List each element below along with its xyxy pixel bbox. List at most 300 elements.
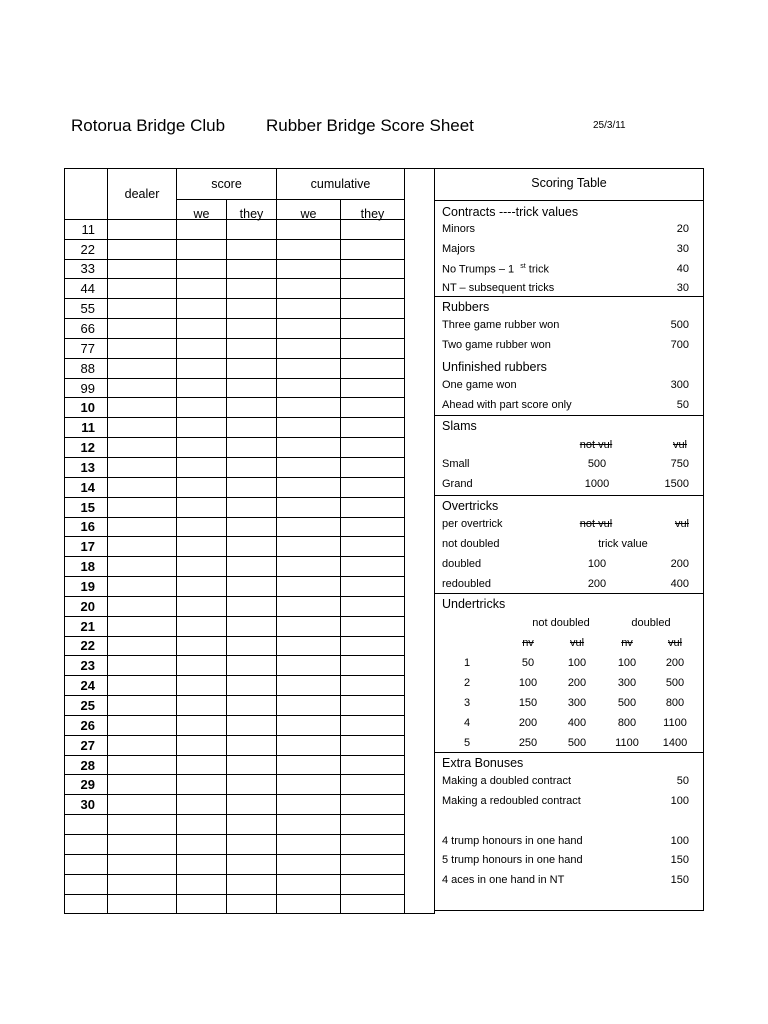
score-we-cell[interactable] xyxy=(177,795,227,815)
hand-number: 55 xyxy=(65,299,108,319)
cumulative-we-cell[interactable] xyxy=(277,438,341,458)
cumulative-we-cell[interactable] xyxy=(277,477,341,497)
score-we-cell[interactable] xyxy=(177,735,227,755)
cumulative-they-cell[interactable] xyxy=(341,239,405,259)
cumulative-we-cell[interactable] xyxy=(277,696,341,716)
undertricks-value: 500 xyxy=(617,697,637,709)
cumulative-they-cell[interactable] xyxy=(341,418,405,438)
hand-number xyxy=(65,874,108,894)
dealer-header: dealer xyxy=(108,169,177,220)
undertricks-value: 1400 xyxy=(662,737,688,749)
bonus-row: Making a redoubled contract 100 xyxy=(442,795,689,807)
hand-number: 17 xyxy=(65,537,108,557)
cumulative-they-cell[interactable] xyxy=(341,537,405,557)
score-we-cell[interactable] xyxy=(177,517,227,537)
dealer-cell[interactable] xyxy=(108,874,177,894)
cumulative-they-cell[interactable] xyxy=(341,279,405,299)
cumulative-they-cell[interactable] xyxy=(341,299,405,319)
dealer-cell[interactable] xyxy=(108,358,177,378)
dealer-cell[interactable] xyxy=(108,299,177,319)
unfinished-row: Ahead with part score only 50 xyxy=(442,399,689,411)
score-we-cell[interactable] xyxy=(177,775,227,795)
dealer-cell[interactable] xyxy=(108,557,177,577)
hand-number: 11 xyxy=(65,418,108,438)
dealer-cell[interactable] xyxy=(108,775,177,795)
unfinished-row: One game won 300 xyxy=(442,379,689,391)
score-row xyxy=(65,358,435,378)
dealer-cell[interactable] xyxy=(108,715,177,735)
dealer-cell[interactable] xyxy=(108,815,177,835)
dealer-cell[interactable] xyxy=(108,676,177,696)
cumulative-they-cell[interactable] xyxy=(341,577,405,597)
score-we-header: we xyxy=(177,200,227,220)
undertricks-section xyxy=(435,593,703,752)
score-they-cell[interactable] xyxy=(227,676,277,696)
score-we-cell[interactable] xyxy=(177,358,227,378)
score-they-cell[interactable] xyxy=(227,715,277,735)
contracts-row: Minors 20 xyxy=(442,223,689,235)
cumulative-we-header: we xyxy=(277,200,341,220)
overtricks-heading: Overtricks xyxy=(442,499,499,513)
undertricks-value: 100 xyxy=(617,657,637,669)
cumulative-we-cell[interactable] xyxy=(277,815,341,835)
score-we-cell[interactable] xyxy=(177,259,227,279)
undertricks-value: 500 xyxy=(567,737,587,749)
rubbers-section xyxy=(435,296,703,415)
score-they-cell[interactable] xyxy=(227,835,277,855)
score-we-cell[interactable] xyxy=(177,219,227,239)
score-they-cell[interactable] xyxy=(227,239,277,259)
cumulative-we-cell[interactable] xyxy=(277,715,341,735)
cumulative-they-cell[interactable] xyxy=(341,596,405,616)
undertricks-value: 800 xyxy=(665,697,685,709)
hand-number: 26 xyxy=(65,715,108,735)
sheet-title: Rubber Bridge Score Sheet xyxy=(266,116,474,135)
score-they-cell[interactable] xyxy=(227,874,277,894)
cumulative-we-cell[interactable] xyxy=(277,656,341,676)
cumulative-they-cell[interactable] xyxy=(341,497,405,517)
rubbers-row: Three game rubber won 500 xyxy=(442,319,689,331)
cumulative-they-cell[interactable] xyxy=(341,378,405,398)
dealer-cell[interactable] xyxy=(108,795,177,815)
rubbers-heading: Rubbers xyxy=(442,300,490,314)
dealer-cell[interactable] xyxy=(108,319,177,339)
slams-vul-header: vul xyxy=(672,439,687,451)
score-we-cell[interactable] xyxy=(177,239,227,259)
cumulative-we-cell[interactable] xyxy=(277,378,341,398)
hand-number: 77 xyxy=(65,338,108,358)
score-they-cell[interactable] xyxy=(227,517,277,537)
hand-number xyxy=(65,894,108,914)
score-row xyxy=(65,835,435,855)
undertricks-doubled-header: doubled xyxy=(631,617,671,629)
undertricks-count: 5 xyxy=(463,737,471,749)
cumulative-we-cell[interactable] xyxy=(277,854,341,874)
dealer-cell[interactable] xyxy=(108,854,177,874)
score-we-cell[interactable] xyxy=(177,279,227,299)
cumulative-they-cell[interactable] xyxy=(341,696,405,716)
cumulative-header: cumulative xyxy=(277,169,405,200)
undertricks-nv-header: nv xyxy=(522,637,534,649)
dealer-cell[interactable] xyxy=(108,338,177,358)
score-they-cell[interactable] xyxy=(227,656,277,676)
score-they-cell[interactable] xyxy=(227,378,277,398)
score-they-cell[interactable] xyxy=(227,854,277,874)
cumulative-they-cell[interactable] xyxy=(341,338,405,358)
hand-number: 22 xyxy=(65,239,108,259)
score-row xyxy=(65,577,435,597)
hand-number: 10 xyxy=(65,398,108,418)
score-they-cell[interactable] xyxy=(227,616,277,636)
contracts-row: No Trumps – 1 $^{st}$ trick 40 xyxy=(442,263,689,276)
contracts-section xyxy=(435,200,703,295)
score-they-cell[interactable] xyxy=(227,636,277,656)
score-row xyxy=(65,398,435,418)
score-we-cell[interactable] xyxy=(177,696,227,716)
dealer-cell[interactable] xyxy=(108,636,177,656)
score-they-cell[interactable] xyxy=(227,894,277,914)
cumulative-they-cell[interactable] xyxy=(341,319,405,339)
cumulative-we-cell[interactable] xyxy=(277,279,341,299)
cumulative-we-cell[interactable] xyxy=(277,497,341,517)
scoring-table xyxy=(434,168,704,911)
cumulative-we-cell[interactable] xyxy=(277,537,341,557)
score-they-cell[interactable] xyxy=(227,596,277,616)
cumulative-we-cell[interactable] xyxy=(277,636,341,656)
undertricks-not-doubled-header: not doubled xyxy=(532,617,590,629)
score-they-cell[interactable] xyxy=(227,795,277,815)
score-row xyxy=(65,775,435,795)
score-we-cell[interactable] xyxy=(177,577,227,597)
dealer-cell[interactable] xyxy=(108,378,177,398)
score-we-cell[interactable] xyxy=(177,319,227,339)
hand-number: 18 xyxy=(65,557,108,577)
cumulative-we-cell[interactable] xyxy=(277,894,341,914)
undertricks-value: 100 xyxy=(518,677,538,689)
score-we-cell[interactable] xyxy=(177,874,227,894)
cumulative-we-cell[interactable] xyxy=(277,219,341,239)
cumulative-they-cell[interactable] xyxy=(341,616,405,636)
score-we-cell[interactable] xyxy=(177,398,227,418)
score-we-cell[interactable] xyxy=(177,755,227,775)
undertricks-value: 800 xyxy=(617,717,637,729)
unfinished-heading: Unfinished rubbers xyxy=(442,360,547,374)
hand-number: 28 xyxy=(65,755,108,775)
cumulative-they-cell[interactable] xyxy=(341,259,405,279)
overtricks-redoubled-row: redoubled 400 xyxy=(442,578,689,590)
score-they-cell[interactable] xyxy=(227,398,277,418)
score-they-cell[interactable] xyxy=(227,557,277,577)
score-we-cell[interactable] xyxy=(177,616,227,636)
undertricks-dbl-vul-header: vul xyxy=(667,637,683,649)
score-they-cell[interactable] xyxy=(227,279,277,299)
score-row xyxy=(65,239,435,259)
hand-number: 25 xyxy=(65,696,108,716)
slams-not-vul-header: not vul xyxy=(579,439,613,451)
hand-number: 44 xyxy=(65,279,108,299)
undertricks-value: 150 xyxy=(518,697,538,709)
undertricks-count: 3 xyxy=(463,697,471,709)
score-row xyxy=(65,616,435,636)
slams-grand-nv: 1000 xyxy=(584,478,610,490)
score-row xyxy=(65,696,435,716)
dealer-cell[interactable] xyxy=(108,656,177,676)
dealer-cell[interactable] xyxy=(108,616,177,636)
score-we-cell[interactable] xyxy=(177,537,227,557)
hand-number: 21 xyxy=(65,616,108,636)
score-they-cell[interactable] xyxy=(227,457,277,477)
undertricks-value: 200 xyxy=(518,717,538,729)
dealer-cell[interactable] xyxy=(108,279,177,299)
score-they-cell[interactable] xyxy=(227,438,277,458)
score-they-cell[interactable] xyxy=(227,259,277,279)
cumulative-they-cell[interactable] xyxy=(341,894,405,914)
hand-number: 14 xyxy=(65,477,108,497)
cumulative-we-cell[interactable] xyxy=(277,676,341,696)
score-we-cell[interactable] xyxy=(177,557,227,577)
score-we-cell[interactable] xyxy=(177,636,227,656)
score-row xyxy=(65,795,435,815)
score-we-cell[interactable] xyxy=(177,676,227,696)
undertricks-value: 50 xyxy=(521,657,535,669)
score-row xyxy=(65,715,435,735)
score-they-cell[interactable] xyxy=(227,815,277,835)
dealer-cell[interactable] xyxy=(108,477,177,497)
hand-number: 13 xyxy=(65,457,108,477)
score-row xyxy=(65,755,435,775)
score-we-cell[interactable] xyxy=(177,854,227,874)
hand-number xyxy=(65,815,108,835)
dealer-cell[interactable] xyxy=(108,219,177,239)
dealer-cell[interactable] xyxy=(108,418,177,438)
score-they-cell[interactable] xyxy=(227,358,277,378)
cumulative-we-cell[interactable] xyxy=(277,398,341,418)
rubbers-row: Two game rubber won 700 xyxy=(442,339,689,351)
score-we-cell[interactable] xyxy=(177,815,227,835)
cumulative-they-cell[interactable] xyxy=(341,457,405,477)
dealer-cell[interactable] xyxy=(108,259,177,279)
overtricks-redoubled-nv: 200 xyxy=(587,578,607,590)
score-they-cell[interactable] xyxy=(227,219,277,239)
cumulative-they-cell[interactable] xyxy=(341,815,405,835)
score-they-cell[interactable] xyxy=(227,696,277,716)
cumulative-they-cell[interactable] xyxy=(341,656,405,676)
hand-number: 19 xyxy=(65,577,108,597)
score-row xyxy=(65,557,435,577)
score-they-cell[interactable] xyxy=(227,577,277,597)
score-row xyxy=(65,319,435,339)
header-blank xyxy=(65,169,108,220)
cumulative-we-cell[interactable] xyxy=(277,457,341,477)
undertricks-count: 2 xyxy=(463,677,471,689)
score-we-cell[interactable] xyxy=(177,457,227,477)
slams-small-nv: 500 xyxy=(587,458,607,470)
cumulative-they-header: they xyxy=(341,200,405,220)
score-we-cell[interactable] xyxy=(177,894,227,914)
score-row xyxy=(65,815,435,835)
dealer-cell[interactable] xyxy=(108,735,177,755)
undertricks-value: 1100 xyxy=(615,737,639,749)
cumulative-we-cell[interactable] xyxy=(277,735,341,755)
score-we-cell[interactable] xyxy=(177,596,227,616)
score-they-cell[interactable] xyxy=(227,735,277,755)
cumulative-we-cell[interactable] xyxy=(277,338,341,358)
score-they-cell[interactable] xyxy=(227,755,277,775)
dealer-cell[interactable] xyxy=(108,239,177,259)
hand-number: 24 xyxy=(65,676,108,696)
score-they-cell[interactable] xyxy=(227,537,277,557)
score-we-cell[interactable] xyxy=(177,299,227,319)
score-row xyxy=(65,338,435,358)
score-we-cell[interactable] xyxy=(177,835,227,855)
undertricks-value: 100 xyxy=(567,657,587,669)
cumulative-we-cell[interactable] xyxy=(277,616,341,636)
score-we-cell[interactable] xyxy=(177,438,227,458)
undertricks-vul-header: vul xyxy=(569,637,585,649)
cumulative-they-cell[interactable] xyxy=(341,636,405,656)
score-they-header: they xyxy=(227,200,277,220)
dealer-cell[interactable] xyxy=(108,457,177,477)
score-row xyxy=(65,656,435,676)
cumulative-we-cell[interactable] xyxy=(277,358,341,378)
score-they-cell[interactable] xyxy=(227,319,277,339)
dealer-cell[interactable] xyxy=(108,894,177,914)
bonus-row: 4 aces in one hand in NT 150 xyxy=(442,874,689,886)
cumulative-we-cell[interactable] xyxy=(277,299,341,319)
cumulative-they-cell[interactable] xyxy=(341,517,405,537)
hand-number xyxy=(65,835,108,855)
score-they-cell[interactable] xyxy=(227,299,277,319)
overtricks-per-row: per overtrick vul xyxy=(442,518,689,530)
cumulative-they-cell[interactable] xyxy=(341,438,405,458)
hand-number: 15 xyxy=(65,497,108,517)
score-row xyxy=(65,676,435,696)
cumulative-they-cell[interactable] xyxy=(341,755,405,775)
score-we-cell[interactable] xyxy=(177,477,227,497)
cumulative-they-cell[interactable] xyxy=(341,358,405,378)
cumulative-we-cell[interactable] xyxy=(277,259,341,279)
score-they-cell[interactable] xyxy=(227,418,277,438)
cumulative-we-cell[interactable] xyxy=(277,775,341,795)
dealer-cell[interactable] xyxy=(108,596,177,616)
score-they-cell[interactable] xyxy=(227,775,277,795)
hand-number: 29 xyxy=(65,775,108,795)
overtricks-not-vul-header: not vul xyxy=(579,518,613,530)
cumulative-we-cell[interactable] xyxy=(277,874,341,894)
cumulative-we-cell[interactable] xyxy=(277,795,341,815)
score-we-cell[interactable] xyxy=(177,715,227,735)
dealer-cell[interactable] xyxy=(108,696,177,716)
dealer-cell[interactable] xyxy=(108,577,177,597)
score-we-cell[interactable] xyxy=(177,418,227,438)
cumulative-we-cell[interactable] xyxy=(277,418,341,438)
score-row xyxy=(65,259,435,279)
undertricks-value: 250 xyxy=(518,737,538,749)
score-row xyxy=(65,438,435,458)
undertricks-heading: Undertricks xyxy=(442,597,506,611)
cumulative-we-cell[interactable] xyxy=(277,557,341,577)
cumulative-we-cell[interactable] xyxy=(277,239,341,259)
hand-number: 20 xyxy=(65,596,108,616)
score-row xyxy=(65,378,435,398)
cumulative-they-cell[interactable] xyxy=(341,874,405,894)
contracts-row: Majors 30 xyxy=(442,243,689,255)
undertricks-dbl-nv-header: nv xyxy=(621,637,633,649)
hand-number: 23 xyxy=(65,656,108,676)
undertricks-value: 1100 xyxy=(663,717,687,729)
hand-number: 27 xyxy=(65,735,108,755)
hand-number: 88 xyxy=(65,358,108,378)
cumulative-they-cell[interactable] xyxy=(341,219,405,239)
score-row xyxy=(65,636,435,656)
cumulative-we-cell[interactable] xyxy=(277,596,341,616)
bonuses-section xyxy=(435,752,703,911)
score-header: score xyxy=(177,169,277,200)
score-they-cell[interactable] xyxy=(227,338,277,358)
score-we-cell[interactable] xyxy=(177,338,227,358)
cumulative-they-cell[interactable] xyxy=(341,557,405,577)
undertricks-value: 200 xyxy=(567,677,587,689)
undertricks-count: 1 xyxy=(463,657,471,669)
score-we-cell[interactable] xyxy=(177,378,227,398)
dealer-cell[interactable] xyxy=(108,517,177,537)
slams-small-row: Small 750 xyxy=(442,458,689,470)
overtricks-doubled-nv: 100 xyxy=(587,558,607,570)
score-we-cell[interactable] xyxy=(177,497,227,517)
bonus-row: Making a doubled contract 50 xyxy=(442,775,689,787)
slams-section xyxy=(435,415,703,495)
cumulative-we-cell[interactable] xyxy=(277,577,341,597)
contracts-heading: Contracts ----trick values xyxy=(442,205,579,219)
cumulative-they-cell[interactable] xyxy=(341,715,405,735)
score-row xyxy=(65,299,435,319)
dealer-cell[interactable] xyxy=(108,835,177,855)
dealer-cell[interactable] xyxy=(108,438,177,458)
score-row xyxy=(65,418,435,438)
hand-number: 22 xyxy=(65,636,108,656)
cumulative-they-cell[interactable] xyxy=(341,477,405,497)
score-they-cell[interactable] xyxy=(227,497,277,517)
score-row xyxy=(65,735,435,755)
hand-number: 16 xyxy=(65,517,108,537)
cumulative-they-cell[interactable] xyxy=(341,735,405,755)
score-they-cell[interactable] xyxy=(227,477,277,497)
score-row xyxy=(65,457,435,477)
cumulative-we-cell[interactable] xyxy=(277,755,341,775)
cumulative-we-cell[interactable] xyxy=(277,835,341,855)
score-row xyxy=(65,279,435,299)
dealer-cell[interactable] xyxy=(108,497,177,517)
cumulative-they-cell[interactable] xyxy=(341,676,405,696)
dealer-cell[interactable] xyxy=(108,398,177,418)
score-we-cell[interactable] xyxy=(177,656,227,676)
dealer-cell[interactable] xyxy=(108,755,177,775)
bonuses-heading: Extra Bonuses xyxy=(442,756,524,770)
dealer-cell[interactable] xyxy=(108,537,177,557)
score-row xyxy=(65,497,435,517)
score-row xyxy=(65,477,435,497)
cumulative-we-cell[interactable] xyxy=(277,517,341,537)
hand-number: 12 xyxy=(65,438,108,458)
undertricks-value: 200 xyxy=(665,657,685,669)
cumulative-we-cell[interactable] xyxy=(277,319,341,339)
undertricks-value: 300 xyxy=(617,677,637,689)
cumulative-they-cell[interactable] xyxy=(341,398,405,418)
cumulative-they-cell[interactable] xyxy=(341,775,405,795)
cumulative-they-cell[interactable] xyxy=(341,854,405,874)
cumulative-they-cell[interactable] xyxy=(341,835,405,855)
cumulative-they-cell[interactable] xyxy=(341,795,405,815)
